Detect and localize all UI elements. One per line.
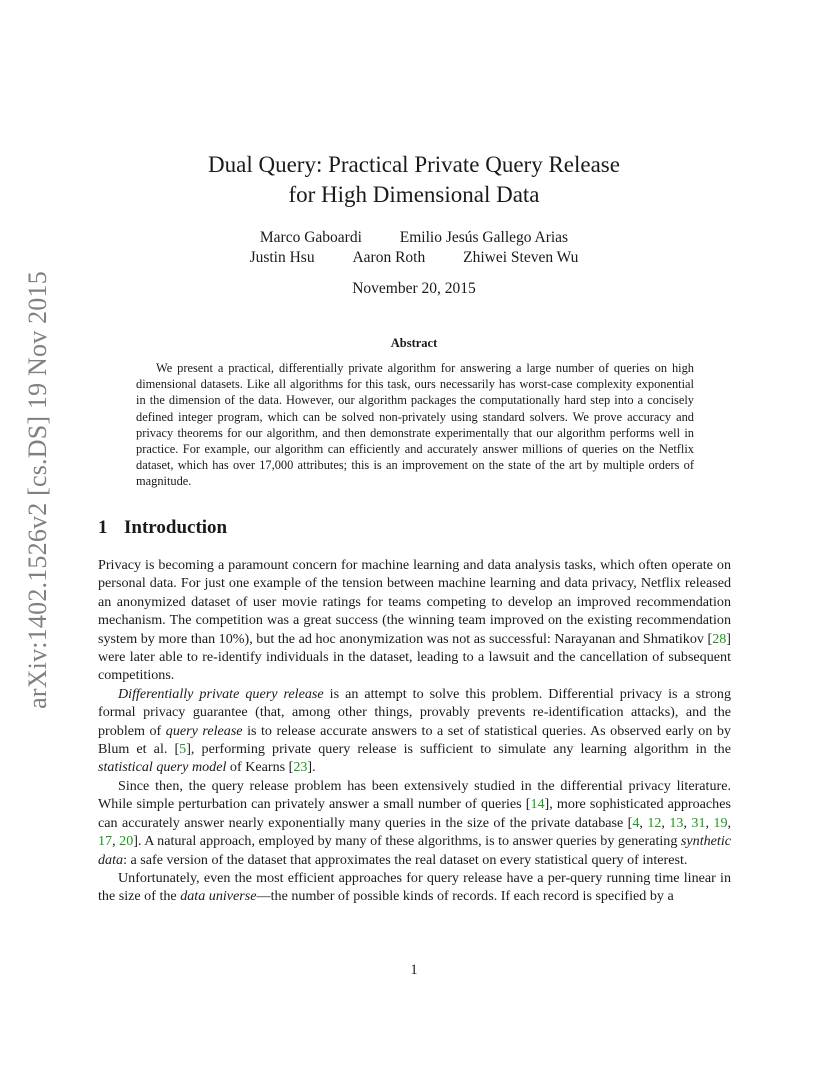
text-run: is to release accurate answers to a set of statistical queries. As observed early on by Blum et al. [: [98, 722, 731, 758]
emphasis: statistical query model: [98, 759, 227, 776]
paragraph: [98, 685, 731, 777]
text-run: : a safe version of the dataset that approximates the real dataset on every statistical query of interest.: [123, 851, 688, 868]
body-text: [98, 556, 731, 906]
author-name: Aaron Roth: [352, 249, 426, 266]
citation-link[interactable]: 23: [293, 759, 308, 776]
citation-link[interactable]: 28: [712, 630, 727, 647]
citation-link[interactable]: 31: [691, 814, 706, 831]
paragraph: [98, 869, 731, 906]
text-run: ], more sophisticated approaches can accurately answer nearly exponentially many queries in the size of the private database [: [98, 796, 731, 831]
section-title: Introduction: [124, 517, 228, 538]
abstract-text: We present a practical, differentially private algorithm for answering a large number of queries on high dimensional datasets. Like all algorithms for this task, ours necessarily has worst-case complexity exponential in the dimension of the data. However, our algorithm packages the computationally hard step into a concisely defined integer program, which can be solved non-privately using standard solvers. We prove accuracy and privacy theorems for our algorithm, and then demonstrate experimentally that our algorithm performs well in practice. For example, our algorithm can efficiently and accurately answer millions of queries on the Netflix dataset, which has over 17,000 attributes; this is an improvement on the state of the art by multiple orders of magnitude.: [136, 361, 694, 489]
author-block: [0, 228, 828, 268]
title-line-1: Dual Query: Practical Private Query Release: [208, 152, 620, 177]
text-run: of Kearns [: [226, 759, 294, 776]
author-name: Zhiwei Steven Wu: [463, 249, 579, 266]
text-run: ].: [307, 759, 316, 776]
author-name: Justin Hsu: [249, 249, 315, 266]
title-line-2: for High Dimensional Data: [288, 182, 540, 207]
citation-link[interactable]: 19: [713, 814, 728, 831]
text-run: is an attempt to solve this problem. Differential privacy is a strong formal privacy guarantee (that, among other things, provably prevents re-identification attacks), and the problem of: [98, 685, 731, 739]
citation-link[interactable]: 13: [669, 814, 684, 831]
text-run: Unfortunately, even the most efficient approaches for query release have a per-query running time linear in the size of the: [98, 869, 731, 905]
text-run: ] were later able to re-identify individuals in the dataset, leading to a lawsuit and the cancellation of subsequent competitions.: [98, 630, 731, 684]
arxiv-identifier: arXiv:1402.1526v2 [cs.DS] 19 Nov 2015: [23, 271, 52, 709]
author-row-1: [0, 228, 828, 248]
publication-date: November 20, 2015: [352, 280, 476, 297]
text-run: Privacy is becoming a paramount concern for machine learning and data analysis tasks, which often operate on personal data. For just one example of the tension between machine learning and data privacy, Netflix released an anonymized dataset of user movie ratings for teams competing to develop an improved recommendation mechanism. The competition was a great success (the winning team improved on the existing recommendation system by more than 10%), but the ad hoc anonymization was not as successful: Narayanan and Shmatikov [: [98, 557, 731, 647]
citation-link[interactable]: 5: [179, 741, 187, 758]
author-name: Emilio Jesús Gallego Arias: [399, 229, 569, 246]
citation-link[interactable]: 14: [530, 796, 545, 813]
page-number: 1: [410, 962, 418, 978]
citation-link[interactable]: 20: [119, 833, 134, 850]
emphasis: synthetic data: [98, 833, 731, 868]
citation-link[interactable]: 17: [98, 833, 113, 850]
citation-link[interactable]: 12: [647, 814, 662, 831]
emphasis: data universe: [180, 888, 257, 905]
text-run: ], performing private query release is sufficient to simulate any learning algorithm in the: [186, 741, 731, 758]
emphasis: query release: [165, 722, 243, 739]
paragraph: [98, 556, 731, 685]
citation-link[interactable]: 4: [632, 814, 640, 831]
text-run: —the number of possible kinds of records. If each record is specified by a: [256, 888, 674, 905]
abstract-heading: Abstract: [390, 336, 438, 350]
section-number: 1: [98, 517, 108, 538]
author-name: Marco Gaboardi: [259, 229, 362, 246]
paragraph: Since then, the query release problem has been extensively studied in the differential privacy literature. While simple perturbation can privately answer a small number of queries [14], more sophisticated approaches can accurately answer nearly exponentially many queries in the size of the private database [4, 12, 13, 31, 19, 17, 20]. A natural approach, employed by many of these algorithms, is to answer queries by generating synthetic data: a safe version of the dataset that approximates the real dataset on every statistical query of interest.: [98, 777, 732, 868]
paper-title: [0, 150, 828, 210]
text-run: Since then, the query release problem has been extensively studied in the differential privacy literature. While simple perturbation can privately answer a small number of queries [: [98, 777, 731, 813]
text-run: ]. A natural approach, employed by many of these algorithms, is to answer queries by generating: [133, 833, 681, 850]
author-row-2: [0, 248, 828, 268]
emphasis: Differentially private query release: [118, 685, 324, 702]
section-heading: [98, 517, 227, 539]
